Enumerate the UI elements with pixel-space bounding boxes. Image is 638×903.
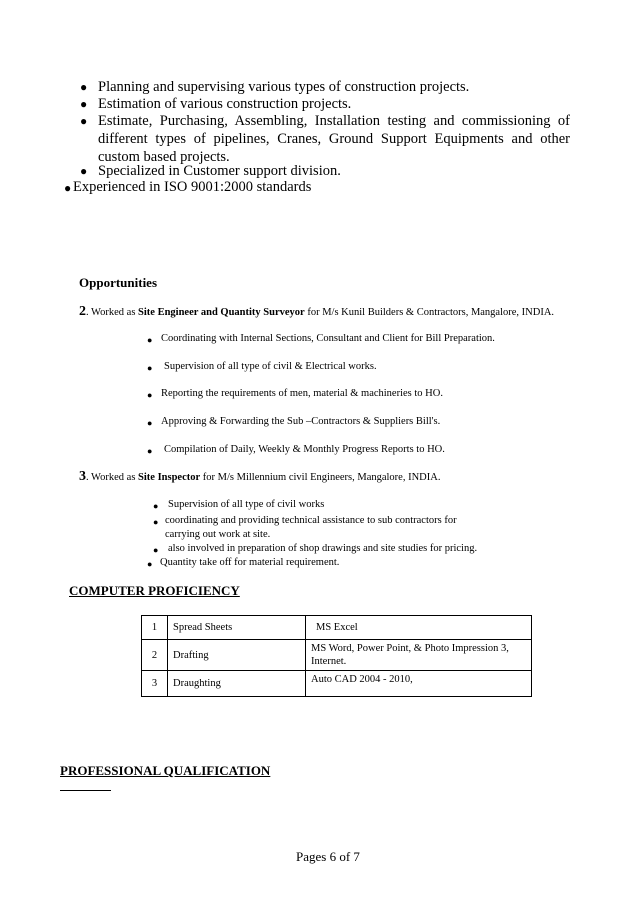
job-2-role: Site Engineer and Quantity Surveyor bbox=[138, 307, 305, 318]
experience-bullet-2: Estimation of various construction projects. bbox=[98, 96, 352, 112]
computer-proficiency-heading: COMPUTER PROFICIENCY bbox=[69, 583, 240, 598]
job-3-company: for M/s Millennium civil Engineers, Mangalore, INDIA. bbox=[200, 472, 441, 483]
bullet-icon: ● bbox=[80, 80, 88, 94]
job-3-duty-1: Supervision of all type of civil works bbox=[168, 499, 325, 510]
skill-tools: MS Excel bbox=[306, 616, 532, 640]
row-number: 2 bbox=[142, 640, 168, 671]
skill-area: Drafting bbox=[168, 640, 306, 671]
job-2-duty-1: Coordinating with Internal Sections, Consultant and Client for Bill Preparation. bbox=[161, 333, 495, 344]
job-3-duty-4: Quantity take off for material requirement. bbox=[160, 557, 340, 568]
job-2-number: 2 bbox=[79, 304, 86, 319]
table-row bbox=[142, 616, 532, 640]
job-2-duty-2: Supervision of all type of civil & Electrical works. bbox=[164, 361, 377, 372]
job-2-duty-3: Reporting the requirements of men, material & machineries to HO. bbox=[161, 388, 443, 399]
experience-bullet-4: Specialized in Customer support division. bbox=[98, 163, 341, 179]
row-number: 1 bbox=[142, 616, 168, 640]
job-3-prefix: . Worked as bbox=[86, 472, 139, 483]
opportunities-heading: Opportunities bbox=[79, 275, 158, 290]
bullet-icon: ● bbox=[147, 559, 153, 569]
job-3-role: Site Inspector bbox=[138, 472, 201, 483]
skill-area: Spread Sheets bbox=[168, 616, 306, 640]
bullet-icon: ● bbox=[80, 164, 88, 178]
skill-tools: MS Word, Power Point, & Photo Impression 3, Internet. bbox=[306, 640, 532, 671]
bullet-icon: ● bbox=[80, 97, 88, 111]
table-row bbox=[142, 671, 532, 697]
experience-bullet-1: Planning and supervising various types of construction projects. bbox=[98, 79, 470, 95]
job-2-line bbox=[79, 305, 599, 320]
bullet-icon: ● bbox=[153, 517, 159, 527]
bullet-icon: ● bbox=[147, 363, 153, 373]
bullet-icon: ● bbox=[153, 545, 159, 555]
bullet-icon: ● bbox=[147, 446, 153, 456]
skill-tools: Auto CAD 2004 - 2010, bbox=[306, 671, 532, 697]
bullet-icon: ● bbox=[153, 501, 159, 511]
job-2-duty-5: Compilation of Daily, Weekly & Monthly Progress Reports to HO. bbox=[164, 444, 445, 455]
job-2-company: for M/s Kunil Builders & Contractors, Mangalore, INDIA. bbox=[304, 307, 555, 318]
professional-qualification-heading: PROFESSIONAL QUALIFICATION bbox=[60, 763, 271, 778]
table-row bbox=[142, 640, 532, 671]
computer-proficiency-table bbox=[141, 615, 532, 697]
bullet-icon: ● bbox=[147, 335, 153, 345]
bullet-icon: ● bbox=[80, 114, 88, 128]
job-2-prefix: . Worked as bbox=[86, 307, 139, 318]
job-3-number: 3 bbox=[79, 469, 86, 484]
job-2-duty-4: Approving & Forwarding the Sub –Contractors & Suppliers Bill's. bbox=[161, 416, 441, 427]
bullet-icon: ● bbox=[147, 390, 153, 400]
job-3-duty-3: also involved in preparation of shop drawings and site studies for pricing. bbox=[168, 543, 478, 554]
experience-bullet-5: Experienced in ISO 9001:2000 standards bbox=[73, 179, 312, 195]
divider bbox=[60, 790, 111, 791]
experience-bullet-3: Estimate, Purchasing, Assembling, Installation testing and commissioning of different types of pipelines, Cranes, Ground Support Equipments and other custom based projects. bbox=[98, 113, 570, 165]
job-3-line bbox=[79, 470, 599, 485]
page-number: Pages 6 of 7 bbox=[296, 849, 360, 864]
job-3-duty-2: coordinating and providing technical assistance to sub contractors for carrying out work at site. bbox=[165, 515, 457, 540]
skill-area: Draughting bbox=[168, 671, 306, 697]
bullet-icon: ● bbox=[147, 418, 153, 428]
bullet-icon: ● bbox=[64, 181, 72, 195]
row-number: 3 bbox=[142, 671, 168, 697]
